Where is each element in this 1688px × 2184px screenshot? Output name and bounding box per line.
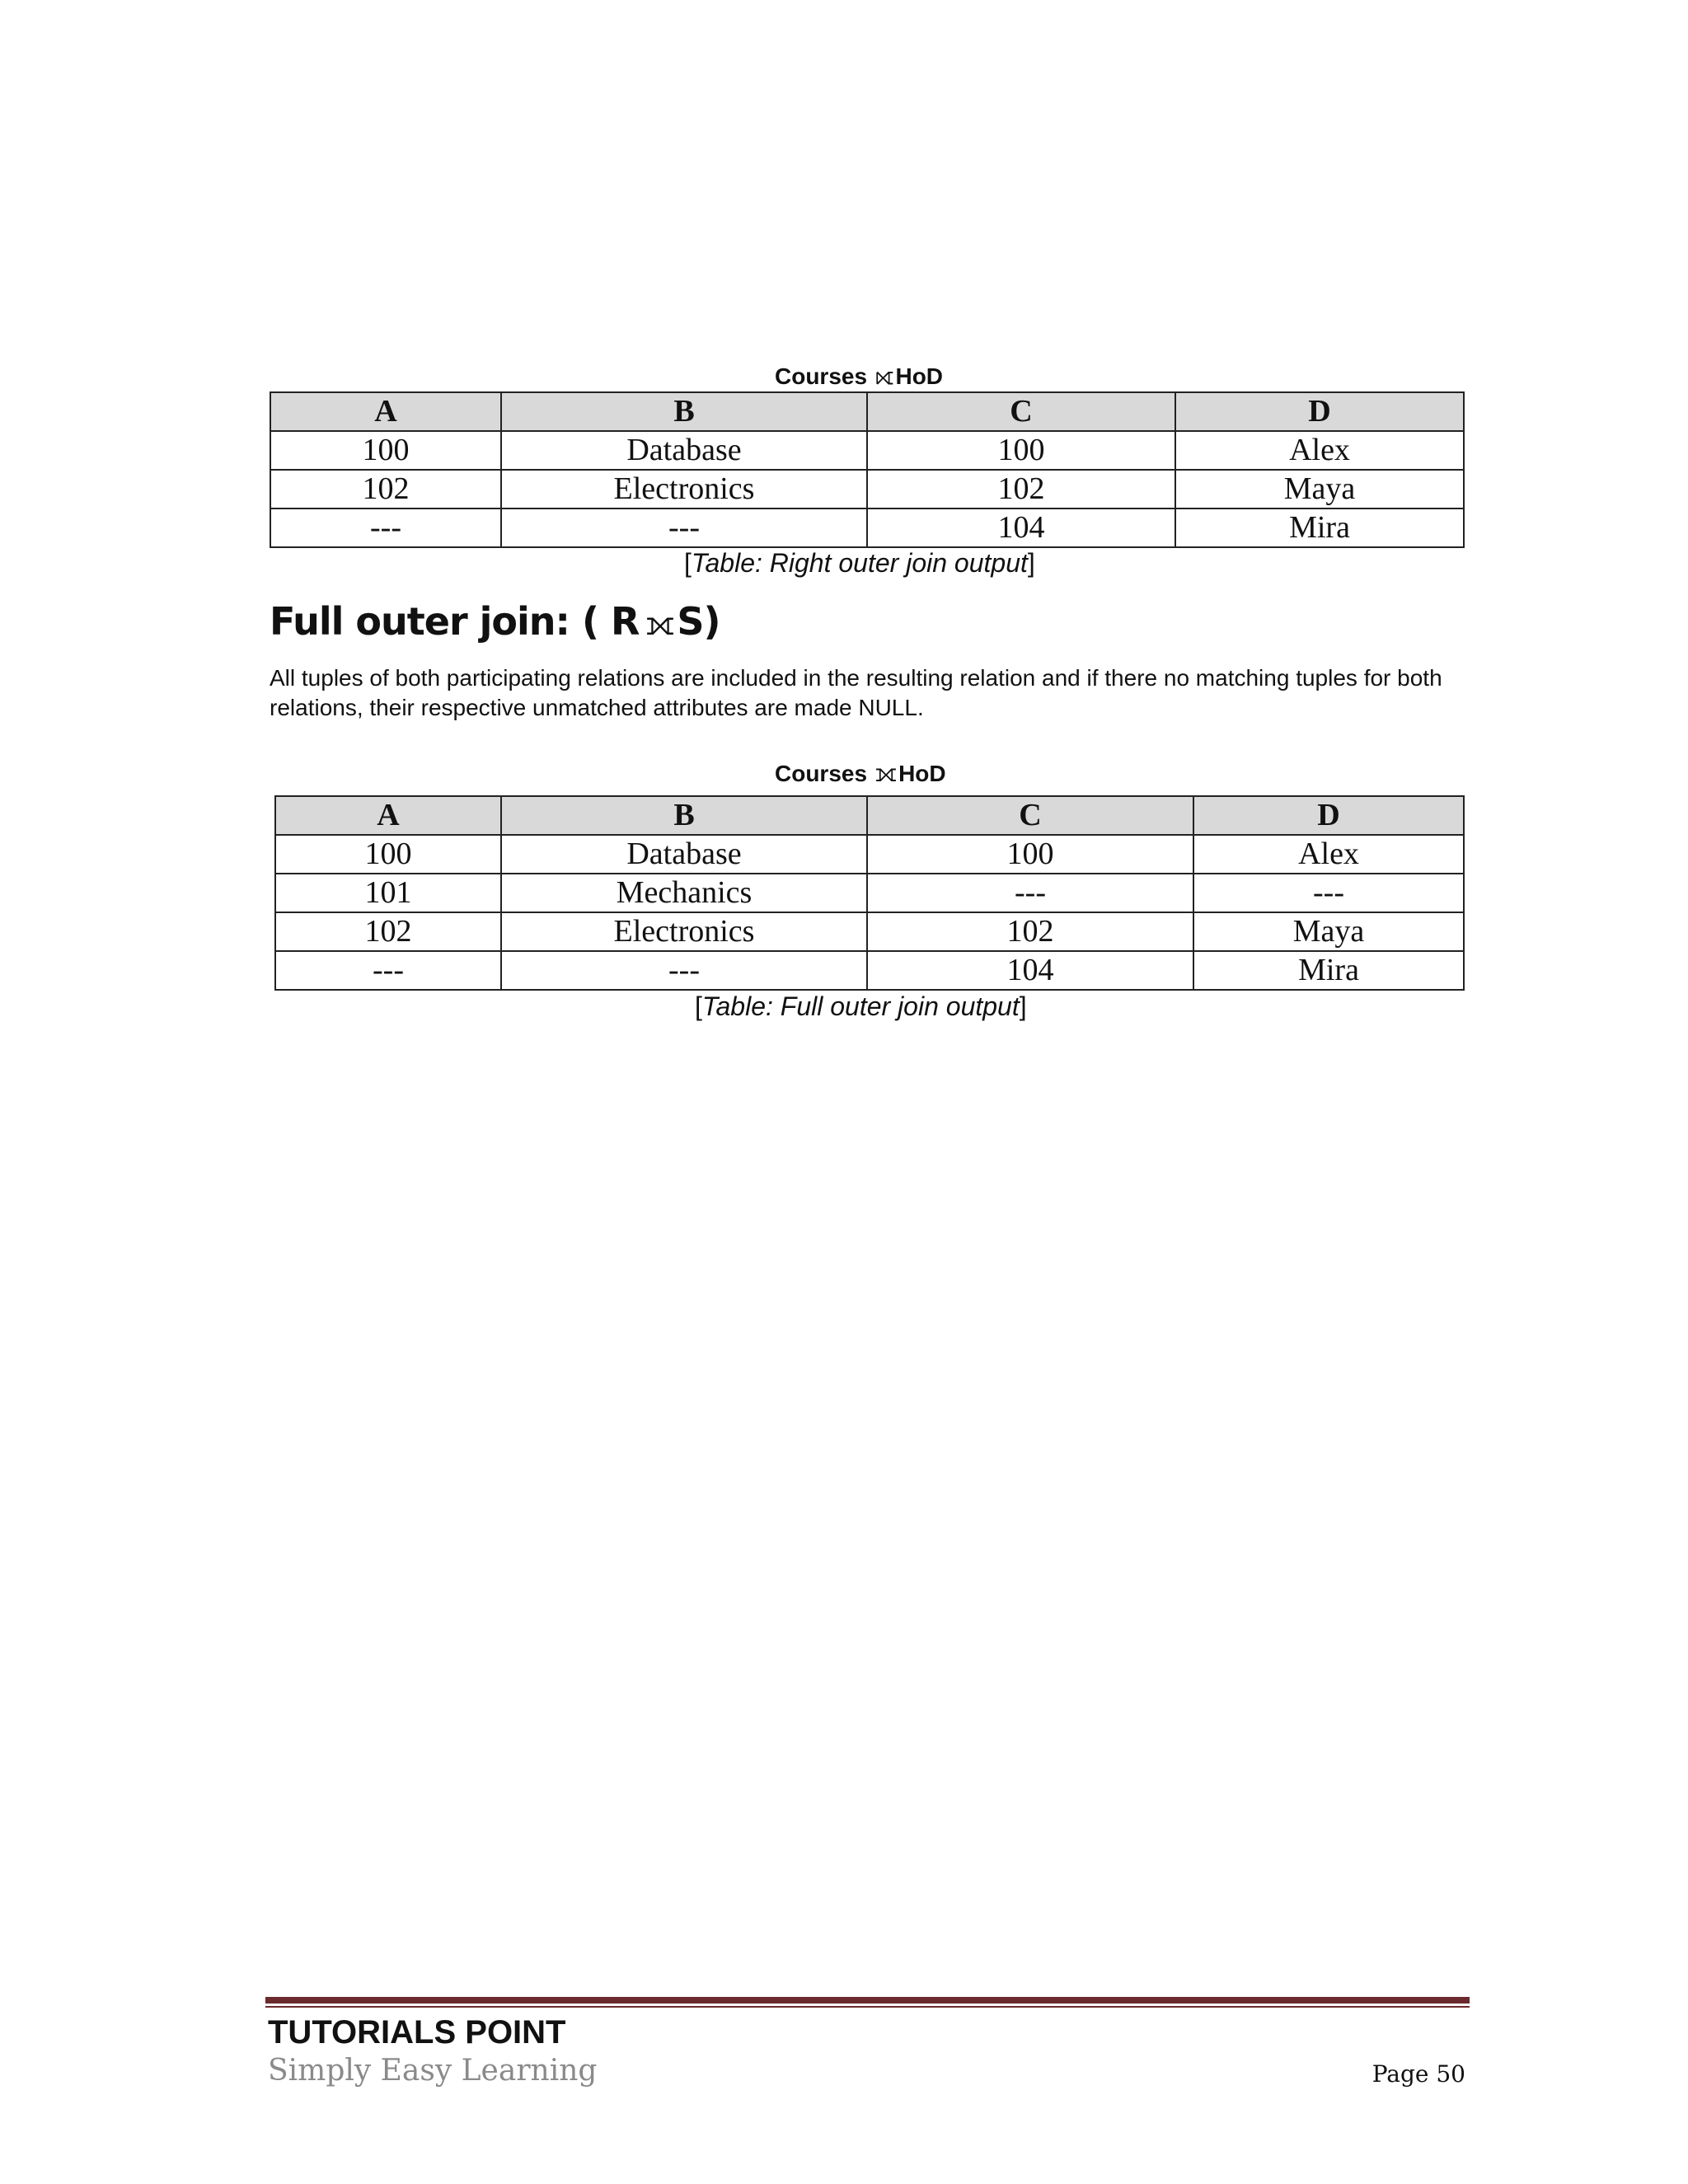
heading-end: S) <box>677 599 720 644</box>
table-cell: Electronics <box>501 470 867 509</box>
column-header-a: A <box>275 796 501 835</box>
table-cell: Maya <box>1193 912 1464 951</box>
brand-tagline: Simply Easy Learning <box>268 2054 598 2088</box>
caption-text: Table: Right outer join output <box>691 548 1028 578</box>
table-cell: 104 <box>867 951 1193 990</box>
table-cell: --- <box>275 951 501 990</box>
column-header-b: B <box>501 392 867 431</box>
right-join-table <box>270 391 1465 548</box>
full-join-title-left: Courses <box>775 761 868 786</box>
caption-bracket-open: [ <box>695 991 702 1021</box>
footer-rule <box>265 1997 1470 2004</box>
table-cell: Mira <box>1175 509 1464 547</box>
table-cell: Database <box>501 431 867 470</box>
full-join-operator-icon: ⟗ <box>645 605 674 643</box>
full-join-title-right: HoD <box>898 761 946 786</box>
table-row <box>270 470 1464 509</box>
column-header-d: D <box>1175 392 1464 431</box>
right-join-title <box>775 363 943 391</box>
right-join-caption <box>684 548 1035 579</box>
table-row <box>275 874 1464 912</box>
table-cell: Database <box>501 835 867 874</box>
caption-bracket-open: [ <box>684 548 692 578</box>
table-cell: --- <box>270 509 501 547</box>
full-join-caption <box>695 991 1027 1022</box>
column-header-d: D <box>1193 796 1464 835</box>
table-row <box>270 431 1464 470</box>
column-header-c: C <box>867 796 1193 835</box>
table-cell: 100 <box>270 431 501 470</box>
table-cell: 100 <box>867 835 1193 874</box>
table-cell: Electronics <box>501 912 867 951</box>
table-row <box>270 509 1464 547</box>
table-cell: 104 <box>867 509 1175 547</box>
right-join-operator-icon: ⟖ <box>874 363 894 390</box>
full-join-table <box>274 795 1465 991</box>
table-cell: 102 <box>275 912 501 951</box>
caption-text: Table: Full outer join output <box>701 991 1020 1021</box>
table-header-row <box>275 796 1464 835</box>
table-cell: 100 <box>867 431 1175 470</box>
page-number: Page 50 <box>1372 2060 1465 2088</box>
table-cell: --- <box>501 951 867 990</box>
full-join-description: All tuples of both participating relations are included in the resulting relation and if there no matching tuples for both relations, their respective unmatched attributes are made NULL. <box>270 665 1442 720</box>
table-row <box>275 835 1464 874</box>
full-join-heading <box>270 599 720 644</box>
table-cell: --- <box>501 509 867 547</box>
table-cell: Mechanics <box>501 874 867 912</box>
column-header-b: B <box>501 796 867 835</box>
table-row <box>275 951 1464 990</box>
table-row <box>275 912 1464 951</box>
table-cell: 102 <box>867 470 1175 509</box>
table-header-row <box>270 392 1464 431</box>
caption-bracket-close: ] <box>1019 991 1027 1021</box>
heading-text: Full outer join: ( R <box>270 599 640 644</box>
right-join-title-left: Courses <box>775 363 868 389</box>
footer-rule-thin <box>265 2006 1470 2008</box>
table-cell: Alex <box>1193 835 1464 874</box>
table-cell: Maya <box>1175 470 1464 509</box>
full-join-operator-icon: ⟗ <box>874 760 898 787</box>
table-cell: 101 <box>275 874 501 912</box>
table-cell: --- <box>1193 874 1464 912</box>
brand-name: TUTORIALS POINT <box>268 2014 566 2050</box>
table-cell: --- <box>867 874 1193 912</box>
right-join-title-right: HoD <box>895 363 944 389</box>
table-cell: 100 <box>275 835 501 874</box>
table-cell: 102 <box>270 470 501 509</box>
full-join-title <box>775 760 946 788</box>
table-cell: Mira <box>1193 951 1464 990</box>
column-header-c: C <box>867 392 1175 431</box>
table-cell: 102 <box>867 912 1193 951</box>
table-cell: Alex <box>1175 431 1464 470</box>
column-header-a: A <box>270 392 501 431</box>
caption-bracket-close: ] <box>1027 548 1035 578</box>
